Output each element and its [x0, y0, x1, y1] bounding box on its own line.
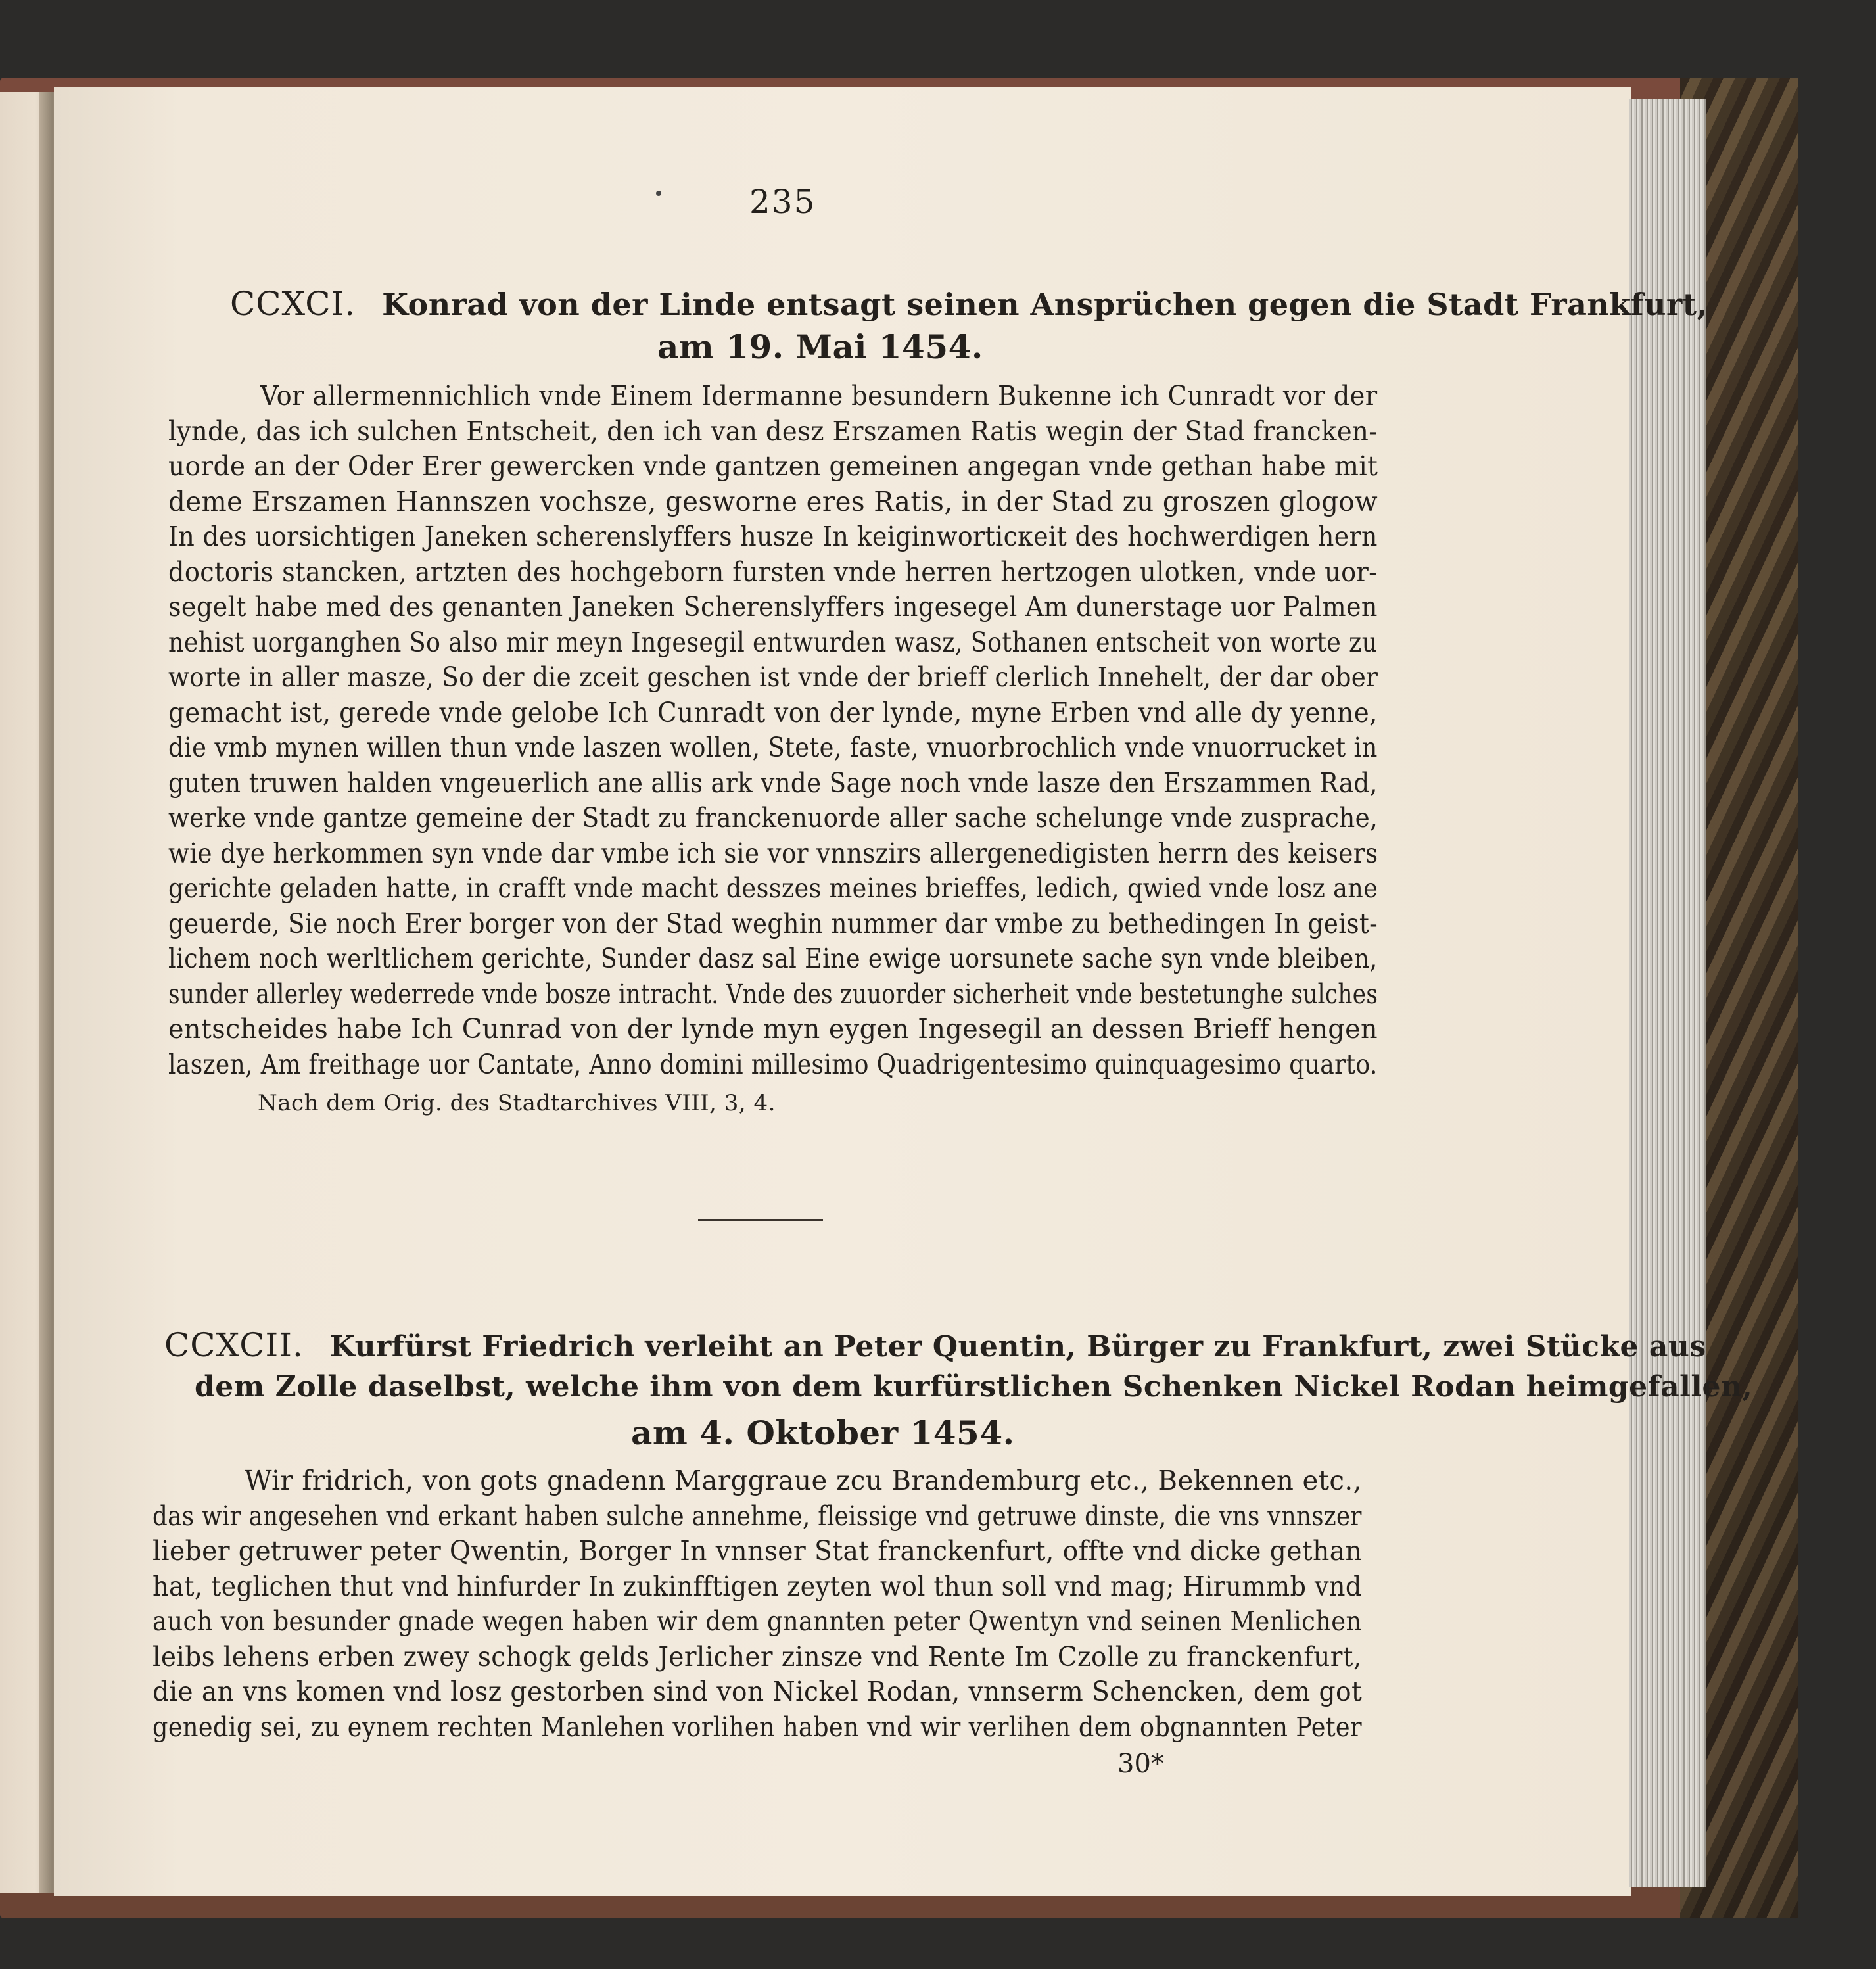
body-line: lieber getruwer peter Qwentin, Borger In vnnser Stat franckenfurt, offte vnd dicke gethan	[152, 1535, 1363, 1567]
body-line: worte in aller masze, So der die zceit geschen ist vnde der brieff clerlich Innehelt, der dar ober	[168, 661, 1378, 693]
doc292-heading-line1	[164, 1325, 1706, 1364]
body-line: guten truwen halden vngeuerlich ane allis ark vnde Sage noch vnde lasze den Erszammen Rad,	[168, 767, 1378, 799]
page-number: 235	[749, 183, 816, 221]
body-line: das wir angesehen vnd erkant haben sulche annehme, fleissige vnd getruwe dinste, die vns vnnszer	[152, 1500, 1362, 1532]
section-divider	[698, 1219, 823, 1221]
body-line: werke vnde gantze gemeine der Stadt zu franckenuorde aller sache schelunge vnde zusprache,	[168, 802, 1378, 834]
body-line: Vor allermennichlich vnde Einem Idermanne besundern Bukenne ich Cunradt vor der	[260, 380, 1378, 412]
body-line: die vmb mynen willen thun vnde laszen wollen, Stete, faste, vnuorbrochlich vnde vnuorrucket in	[168, 732, 1378, 763]
body-line: doctoris stancken, artzten des hochgeborn fursten vnde herren hertzogen ulotken, vnde uor-	[168, 556, 1378, 588]
body-line: deme Erszamen Hannszen vochsze, gesworne eres Ratis, in der Stad zu groszen glogow	[168, 485, 1378, 517]
body-line: leibs lehens erben zwey schogk gelds Jerlicher zinsze vnd Rente Im Czolle zu franckenfurt,	[152, 1640, 1362, 1672]
body-line: gemacht ist, gerede vnde gelobe Ich Cunradt von der lynde, myne Erben vnd alle dy yenne,	[168, 696, 1378, 728]
doc291-title-line1: Konrad von der Linde entsagt seinen Ansprüchen gegen die Stadt Frankfurt,	[382, 287, 1708, 322]
page-edges	[1629, 99, 1706, 1887]
body-line: gerichte geladen hatte, in crafft vnde macht desszes meines brieffes, ledich, qwied vnde losz ane	[168, 872, 1378, 904]
body-line: geuerde, Sie noch Erer borger von der Stad weghin nummer dar vmbe zu bethedingen In geist-	[168, 907, 1378, 939]
body-line: In des uorsichtigen Janeken scherenslyffers husze In keiginworticкeit des hochwerdigen hern	[168, 521, 1378, 552]
body-line: segelt habe med des genanten Janeken Scherenslyffers ingesegel Am dunerstage uor Palmen	[168, 591, 1378, 623]
body-line: hat, teglichen thut vnd hinfurder In zukinfftigen zeyten wol thun soll vnd mag; Hirummb vnd	[152, 1570, 1362, 1602]
body-line: lynde, das ich sulchen Entscheit, den ich van desz Erszamen Ratis wegin der Stad francken-	[168, 415, 1378, 447]
body-line: lichem noch werltlichem gerichte, Sunder dasz sal Eine ewige uorsunete sache syn vnde bleiben,	[168, 943, 1378, 974]
signature-mark: 30*	[1117, 1749, 1164, 1779]
doc292-title-line2: dem Zolle daselbst, welche ihm von dem kurfürstlichen Schenken Nickel Rodan heimgefallen,	[195, 1370, 1753, 1404]
body-line: genedig sei, zu eynem rechten Manlehen vorlihen haben vnd wir verlihen dem obgnannten Peter	[152, 1711, 1362, 1743]
body-line: uorde an der Oder Erer gewercken vnde gantzen gemeinen angegan vnde gethan habe mit	[168, 450, 1378, 482]
body-line: sunder allerley wederrede vnde bosze intracht. Vnde des zuuorder sicherheit vnde bestetunghe sulches	[168, 978, 1378, 1010]
doc291-title-line2: am 19. Mai 1454.	[657, 327, 983, 366]
doc291-heading-line1	[230, 284, 1708, 323]
body-line: laszen, Am freithage uor Cantate, Anno domini millesimo Quadrigentesimo quinquagesimo quarto.	[168, 1048, 1378, 1080]
body-line: auch von besunder gnade wegen haben wir dem gnannten peter Qwentyn vnd seinen Menlichen	[152, 1605, 1362, 1637]
body-line: nehist uorganghen So also mir meyn Ingesegil entwurden wasz, Sothanen entscheit von worte zu	[168, 626, 1378, 658]
body-line: die an vns komen vnd losz gestorben sind von Nickel Rodan, vnnserm Schencken, dem got	[152, 1676, 1363, 1707]
doc292-title-line3: am 4. Oktober 1454.	[631, 1413, 1015, 1452]
doc291-source-note: Nach dem Orig. des Stadtarchives VIII, 3, 4.	[258, 1090, 776, 1116]
body-line: entscheides habe Ich Cunrad von der lynde myn eygen Ingesegil an dessen Brieff hengen	[168, 1013, 1378, 1045]
doc291-numeral: CCXCI.	[230, 285, 356, 323]
body-line: wie dye herkommen syn vnde dar vmbe ich sie vor vnnszirs allergenedigisten herrn des keisers	[168, 837, 1378, 869]
doc292-title-line1: Kurfürst Friedrich verleiht an Peter Quentin, Bürger zu Frankfurt, zwei Stücke aus	[329, 1330, 1706, 1364]
doc292-numeral: CCXCII.	[164, 1326, 304, 1364]
ink-dot	[656, 191, 661, 196]
body-line: Wir fridrich, von gots gnadenn Marggraue zcu Brandemburg etc., Bekennen etc.,	[245, 1465, 1362, 1496]
